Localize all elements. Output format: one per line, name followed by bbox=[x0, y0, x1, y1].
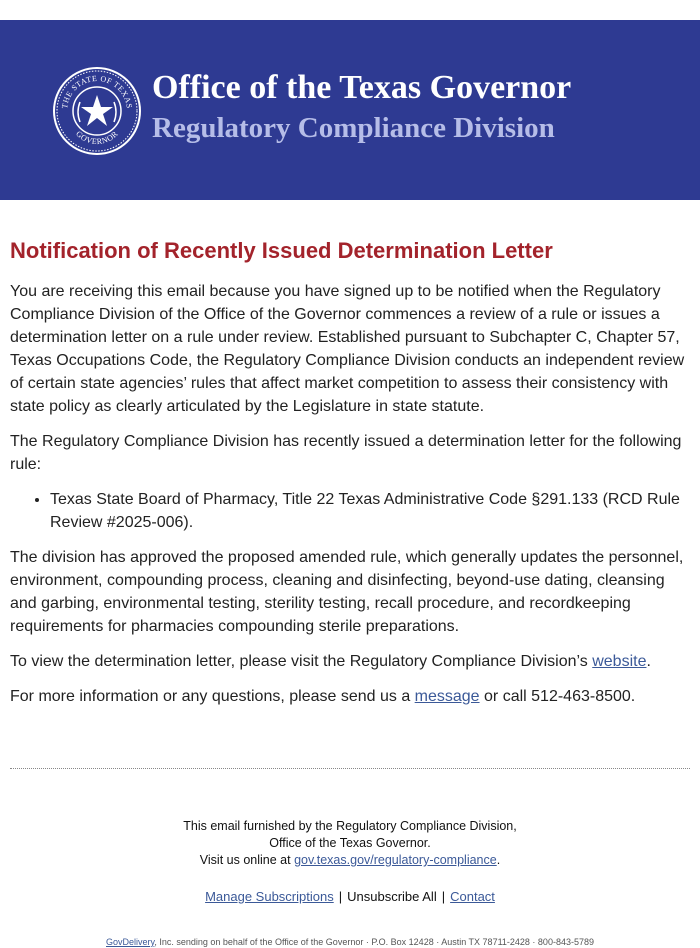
list-item: • Texas State Board of Pharmacy, Title 22 Texas Administrative Code §291.133 (RCD Rule Review #2025-006). bbox=[50, 488, 690, 534]
fine-print bbox=[0, 936, 700, 948]
svg-text:THE STATE OF TEXAS: THE STATE OF TEXAS bbox=[60, 73, 134, 110]
contact-link[interactable]: Contact bbox=[450, 889, 495, 904]
svg-text:GOVERNOR: GOVERNOR bbox=[74, 129, 120, 147]
banner-title: Office of the Texas Governor bbox=[152, 69, 572, 106]
footer-links bbox=[0, 888, 700, 905]
footer-visit-text: Visit us online at bbox=[199, 853, 295, 867]
message-link[interactable]: message bbox=[414, 688, 480, 705]
page-title: Notification of Recently Issued Determination Letter bbox=[10, 238, 553, 263]
issued-paragraph: The Regulatory Compliance Division has recently issued a determination letter for the following rule: bbox=[10, 433, 682, 473]
unsubscribe-all-link[interactable]: Unsubscribe All bbox=[347, 889, 437, 904]
govdelivery-link[interactable]: GovDelivery bbox=[106, 937, 155, 947]
view-letter-paragraph bbox=[10, 650, 690, 673]
intro-paragraph: You are receiving this email because you have signed up to be notified when the Regulatory Compliance Division of the Office of the Governor commences a review of a rule or issues a determination letter on a rule under review. Established pursuant to Subchapter C, Chapter 57, Texas Occupations Code, the Regulatory Compliance Division conducts an independent review of certain state agencies’ rules that affect market competition to assess their consistency with state policy as clearly articulated by the Legislature in state statute. bbox=[10, 283, 685, 415]
contact-text: For more information or any questions, please send us a bbox=[10, 688, 415, 705]
header-banner bbox=[0, 20, 700, 200]
view-letter-text: To view the determination letter, please visit the Regulatory Compliance Division’s bbox=[10, 653, 593, 670]
footer-line-1: This email furnished by the Regulatory Compliance Division, bbox=[183, 819, 517, 833]
rule-list bbox=[10, 488, 690, 534]
footer-visit-suffix: . bbox=[496, 853, 501, 867]
texas-seal-icon bbox=[52, 66, 142, 156]
manage-subscriptions-link[interactable]: Manage Subscriptions bbox=[205, 889, 334, 904]
website-link[interactable]: website bbox=[592, 653, 647, 670]
footer-separator: | bbox=[338, 889, 343, 904]
footer-site-link[interactable]: gov.texas.gov/regulatory-compliance bbox=[294, 853, 497, 867]
footer-line-2: Office of the Texas Governor. bbox=[269, 836, 431, 850]
view-letter-suffix: . bbox=[646, 653, 651, 670]
footer bbox=[0, 818, 700, 905]
footer-visit bbox=[0, 852, 700, 869]
approval-paragraph: The division has approved the proposed amended rule, which generally updates the personnel, environment, compounding process, cleaning and disinfecting, beyond-use dating, cleansing and garbing, environmental testing, sterility testing, recall procedure, and recordkeeping requirements for pharmacies compounding sterile preparations. bbox=[10, 549, 684, 635]
email-body bbox=[10, 236, 690, 720]
contact-suffix: or call 512-463-8500. bbox=[479, 688, 636, 705]
contact-paragraph bbox=[10, 685, 690, 708]
fine-print-text: , Inc. sending on behalf of the Office of the Governor · P.O. Box 12428 · Austin TX 78711-2428 · 800-843-5789 bbox=[154, 937, 594, 947]
footer-divider bbox=[10, 768, 690, 769]
footer-separator: | bbox=[441, 889, 446, 904]
banner-subtitle: Regulatory Compliance Division bbox=[152, 112, 555, 144]
